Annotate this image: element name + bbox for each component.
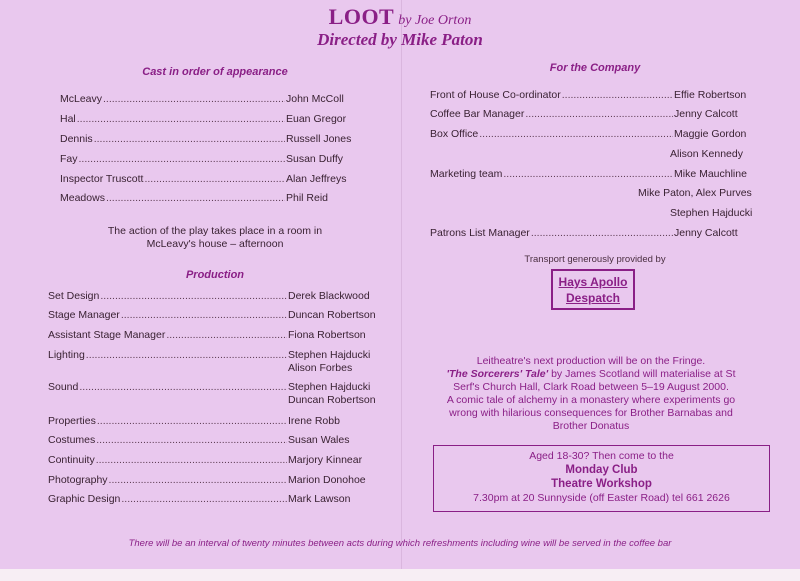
role-name: Stage Manager bbox=[48, 309, 120, 321]
production-row bbox=[48, 433, 384, 448]
role-name: Inspector Truscott bbox=[60, 173, 144, 185]
role-name: Front of House Co-ordinator bbox=[430, 89, 561, 101]
role-name: Properties bbox=[48, 415, 96, 427]
company-row bbox=[430, 88, 760, 103]
person-name: Jenny Calcott bbox=[674, 108, 738, 120]
leader-dots bbox=[525, 107, 673, 122]
company-row bbox=[430, 167, 760, 182]
note-line: Brother Donatus bbox=[552, 420, 630, 432]
leader-dots bbox=[166, 328, 287, 343]
role-name: Costumes bbox=[48, 434, 96, 446]
leader-dots bbox=[103, 92, 285, 107]
sponsor-logo-line: Hays Apollo bbox=[558, 275, 628, 289]
production-heading: Production bbox=[185, 269, 245, 281]
note-line: wrong with hilarious consequences for Brother Barnabas and bbox=[449, 407, 733, 419]
leader-dots bbox=[121, 308, 287, 323]
person-name: Alison Kennedy bbox=[670, 148, 743, 160]
person-name: Marjory Kinnear bbox=[288, 454, 363, 466]
role-name: Coffee Bar Manager bbox=[430, 108, 525, 120]
person-name: Fiona Robertson bbox=[288, 329, 366, 341]
person-name: Susan Duffy bbox=[286, 153, 344, 165]
person-name: John McColl bbox=[286, 93, 344, 105]
page-edge bbox=[0, 569, 800, 581]
transport-credit: Transport generously provided by bbox=[524, 254, 666, 265]
company-heading: For the Company bbox=[549, 62, 641, 74]
production-row bbox=[48, 453, 384, 468]
cast-row bbox=[60, 152, 356, 167]
person-name: Russell Jones bbox=[286, 133, 352, 145]
leader-dots bbox=[96, 453, 287, 468]
cast-row bbox=[60, 191, 356, 206]
person-name: Mark Lawson bbox=[288, 493, 351, 505]
person-name: Mike Mauchline bbox=[674, 168, 747, 180]
production-row bbox=[48, 289, 384, 304]
role-name: Hal bbox=[60, 113, 76, 125]
person-name: Phil Reid bbox=[286, 192, 329, 204]
leader-dots bbox=[79, 380, 287, 395]
person-name: Susan Wales bbox=[288, 434, 350, 446]
cast-row bbox=[60, 112, 356, 127]
author-line: by Joe Orton bbox=[398, 13, 472, 28]
sponsor-logo bbox=[551, 269, 635, 310]
director-line: Directed by Mike Paton bbox=[317, 30, 483, 49]
leader-dots bbox=[77, 112, 285, 127]
cast-heading: Cast in order of appearance bbox=[142, 66, 288, 78]
person-name: Effie Robertson bbox=[674, 89, 747, 101]
page-fold bbox=[401, 0, 402, 570]
note-line: A comic tale of alchemy in a monastery where experiments go bbox=[446, 394, 736, 406]
role-name: Marketing team bbox=[430, 168, 503, 180]
note-line: Serf's Church Hall, Clark Road between 5–19 August 2000. bbox=[453, 381, 729, 393]
leader-dots bbox=[106, 191, 285, 206]
person-name: Stephen Hajducki bbox=[288, 381, 371, 393]
setting-line: McLeavy's house – afternoon bbox=[146, 238, 284, 250]
leader-dots bbox=[121, 492, 287, 507]
person-name: Euan Gregor bbox=[286, 113, 347, 125]
cast-row bbox=[60, 92, 356, 107]
role-name: Photography bbox=[48, 474, 108, 486]
leader-dots bbox=[100, 289, 287, 304]
role-name: Sound bbox=[48, 381, 79, 393]
company-row bbox=[430, 107, 760, 122]
header bbox=[0, 4, 800, 50]
person-name: Alison Forbes bbox=[288, 362, 353, 374]
production-row bbox=[48, 473, 384, 488]
setting-note bbox=[60, 225, 370, 251]
leader-dots bbox=[79, 152, 285, 167]
leader-dots bbox=[144, 172, 285, 187]
leader-dots bbox=[479, 127, 673, 142]
person-name: Irene Robb bbox=[288, 415, 340, 427]
person-name: Stephen Hajducki bbox=[288, 349, 371, 361]
next-production-note bbox=[430, 355, 752, 433]
person-name: Duncan Robertson bbox=[288, 394, 376, 406]
company-row bbox=[430, 127, 760, 142]
interval-footer: There will be an interval of twenty minutes between acts during which refreshments including wine will be served in the coffee bar bbox=[128, 538, 672, 549]
setting-line: The action of the play takes place in a room in bbox=[107, 225, 323, 237]
next-production-title: 'The Sorcerers' Tale' bbox=[446, 368, 549, 380]
production-row bbox=[48, 492, 384, 507]
leader-dots bbox=[503, 167, 673, 182]
role-name: Assistant Stage Manager bbox=[48, 329, 166, 341]
role-name: Lighting bbox=[48, 349, 85, 361]
box-title: Monday Club bbox=[565, 464, 638, 476]
box-line: 7.30pm at 20 Sunnyside (off Easter Road) tel 661 2626 bbox=[473, 492, 730, 504]
person-name: Alan Jeffreys bbox=[286, 173, 347, 185]
box-line: Aged 18-30? Then come to the bbox=[529, 450, 674, 462]
sponsor-logo-line: Despatch bbox=[565, 291, 621, 305]
role-name: Continuity bbox=[48, 454, 95, 466]
role-name: Meadows bbox=[60, 192, 105, 204]
leader-dots bbox=[94, 132, 285, 147]
role-name: Graphic Design bbox=[48, 493, 121, 505]
cast-row bbox=[60, 132, 356, 147]
person-name: Duncan Robertson bbox=[288, 309, 376, 321]
person-name: Derek Blackwood bbox=[288, 290, 370, 302]
role-name: Dennis bbox=[60, 133, 93, 145]
monday-club-box bbox=[433, 445, 770, 512]
person-name: Maggie Gordon bbox=[674, 128, 747, 140]
leader-dots bbox=[86, 348, 287, 363]
leader-dots bbox=[562, 88, 673, 103]
play-title: LOOT bbox=[328, 4, 395, 29]
production-row bbox=[48, 414, 384, 429]
role-name: McLeavy bbox=[60, 93, 103, 105]
role-name: Box Office bbox=[430, 128, 479, 140]
person-name: Jenny Calcott bbox=[674, 227, 738, 239]
person-name: Marion Donohoe bbox=[288, 474, 366, 486]
company-row bbox=[430, 226, 760, 241]
role-name: Set Design bbox=[48, 290, 100, 302]
leader-dots bbox=[96, 433, 287, 448]
person-name: Stephen Hajducki bbox=[670, 207, 753, 219]
leader-dots bbox=[109, 473, 287, 488]
role-name: Patrons List Manager bbox=[430, 227, 530, 239]
cast-row bbox=[60, 172, 356, 187]
production-row bbox=[48, 328, 384, 343]
note-line: Leitheatre's next production will be on the Fringe. bbox=[476, 355, 706, 367]
box-title: Theatre Workshop bbox=[551, 478, 652, 490]
person-name: Mike Paton, Alex Purves bbox=[638, 187, 752, 199]
leader-dots bbox=[97, 414, 287, 429]
note-line: by James Scotland will materialise at St bbox=[548, 368, 736, 380]
leader-dots bbox=[531, 226, 673, 241]
role-name: Fay bbox=[60, 153, 78, 165]
production-row bbox=[48, 308, 384, 323]
